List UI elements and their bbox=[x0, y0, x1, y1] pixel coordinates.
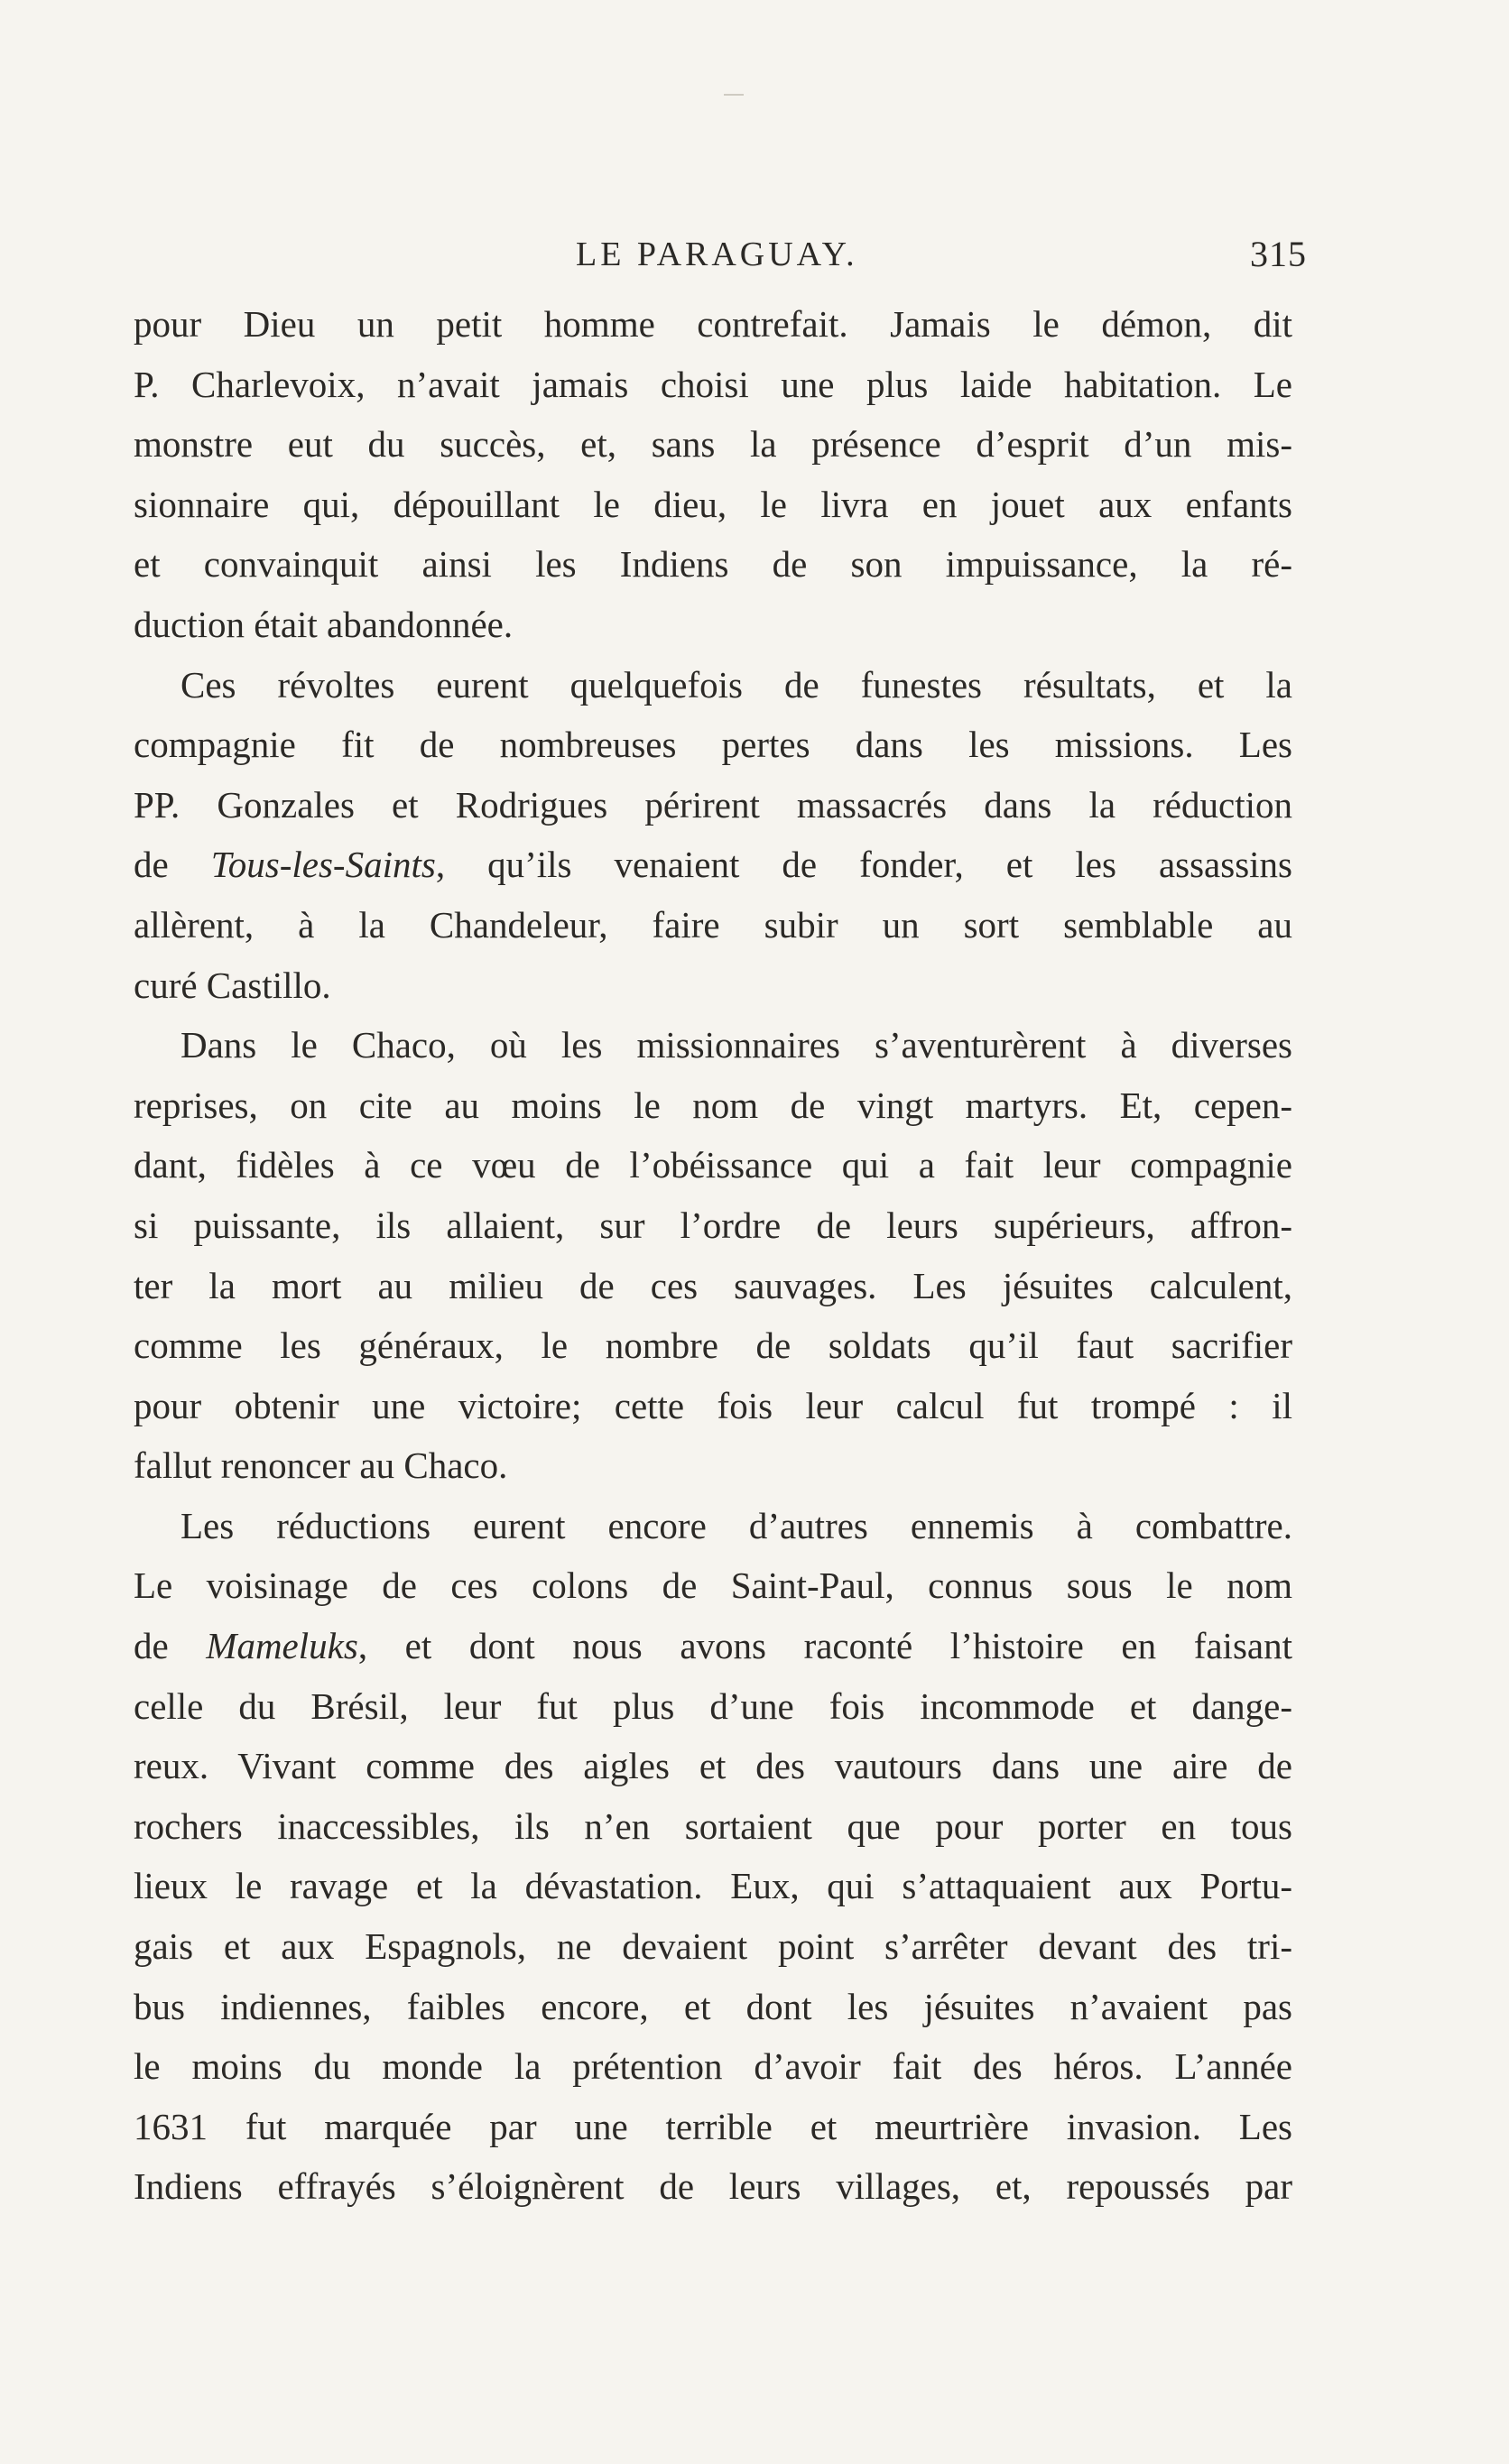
text-line: bus indiennes, faibles encore, et dont les jésuites n’avaient pas bbox=[134, 1985, 1292, 2027]
text-line: lieux le ravage et la dévastation. Eux, qui s’attaquaient aux Portu- bbox=[134, 1865, 1292, 1907]
text-line: et convainquit ainsi les Indiens de son impuissance, la ré- bbox=[134, 543, 1292, 586]
text-line: duction était abandonnée. bbox=[134, 603, 514, 645]
italic-term: Tous-les-Saints bbox=[210, 844, 436, 886]
text-line: comme les généraux, le nombre de soldats qu’il faut sacrifier bbox=[134, 1324, 1292, 1367]
text-line: si puissante, ils allaient, sur l’ordre de leurs supérieurs, affron- bbox=[134, 1204, 1292, 1246]
text-line: pour Dieu un petit homme contrefait. Jamais le démon, dit bbox=[134, 303, 1292, 345]
text-segment: , et dont nous avons raconté l’histoire en faisant bbox=[357, 1625, 1292, 1667]
text-segment: de bbox=[134, 1625, 207, 1667]
text-line: Ces révoltes eurent quelquefois de funestes résultats, et la bbox=[181, 663, 1292, 706]
text-line: Le voisinage de ces colons de Saint-Paul, connus sous le nom bbox=[134, 1564, 1292, 1607]
page-number: 315 bbox=[1250, 234, 1307, 274]
text-line: PP. Gonzales et Rodrigues périrent massacrés dans la réduction bbox=[134, 783, 1292, 826]
text-line: reux. Vivant comme des aigles et des vautours dans une aire de bbox=[134, 1745, 1292, 1787]
text-line bbox=[134, 835, 1292, 895]
text-line: celle du Brésil, leur fut plus d’une fois incommode et dange- bbox=[134, 1684, 1292, 1727]
text-line bbox=[134, 1616, 1292, 1676]
running-head bbox=[134, 227, 1307, 281]
text-line: Indiens effrayés s’éloignèrent de leurs villages, et, repoussés par bbox=[134, 2165, 1292, 2208]
text-line: le moins du monde la prétention d’avoir fait des héros. L’année bbox=[134, 2045, 1292, 2088]
text-line: fallut renoncer au Chaco. bbox=[134, 1444, 508, 1487]
text-line: reprises, on cite au moins le nom de vingt martyrs. Et, cepen- bbox=[134, 1084, 1292, 1126]
text-line: monstre eut du succès, et, sans la présence d’esprit d’un mis- bbox=[134, 423, 1292, 466]
text-line: rochers inaccessibles, ils n’en sortaient que pour porter en tous bbox=[134, 1804, 1292, 1847]
text-line: dant, fidèles à ce vœu de l’obéissance qui a fait leur compagnie bbox=[134, 1144, 1292, 1186]
text-line: 1631 fut marquée par une terrible et meurtrière invasion. Les bbox=[134, 2105, 1292, 2147]
text-line: sionnaire qui, dépouillant le dieu, le livra en jouet aux enfants bbox=[134, 483, 1292, 525]
text-line: compagnie fit de nombreuses pertes dans les missions. Les bbox=[134, 724, 1292, 766]
page-mark bbox=[724, 94, 744, 96]
running-title: LE PARAGUAY. bbox=[576, 235, 858, 273]
text-segment: , qu’ils venaient de fonder, et les assassins bbox=[435, 844, 1292, 886]
text-line: allèrent, à la Chandeleur, faire subir un sort semblable au bbox=[134, 903, 1292, 946]
italic-term: Mameluks bbox=[206, 1625, 358, 1667]
text-line: pour obtenir une victoire; cette fois leur calcul fut trompé : il bbox=[134, 1384, 1292, 1426]
text-line: curé Castillo. bbox=[134, 964, 331, 1006]
text-line: Les réductions eurent encore d’autres ennemis à combattre. bbox=[181, 1504, 1292, 1546]
text-line: ter la mort au milieu de ces sauvages. Les jésuites calculent, bbox=[134, 1264, 1292, 1306]
text-line: P. Charlevoix, n’avait jamais choisi une plus laide habitation. Le bbox=[134, 363, 1292, 405]
text-segment: de bbox=[134, 844, 211, 886]
body-text bbox=[134, 294, 1292, 2217]
text-line: Dans le Chaco, où les missionnaires s’aventurèrent à diverses bbox=[181, 1024, 1292, 1066]
text-line: gais et aux Espagnols, ne devaient point s’arrêter devant des tri- bbox=[134, 1925, 1292, 1968]
